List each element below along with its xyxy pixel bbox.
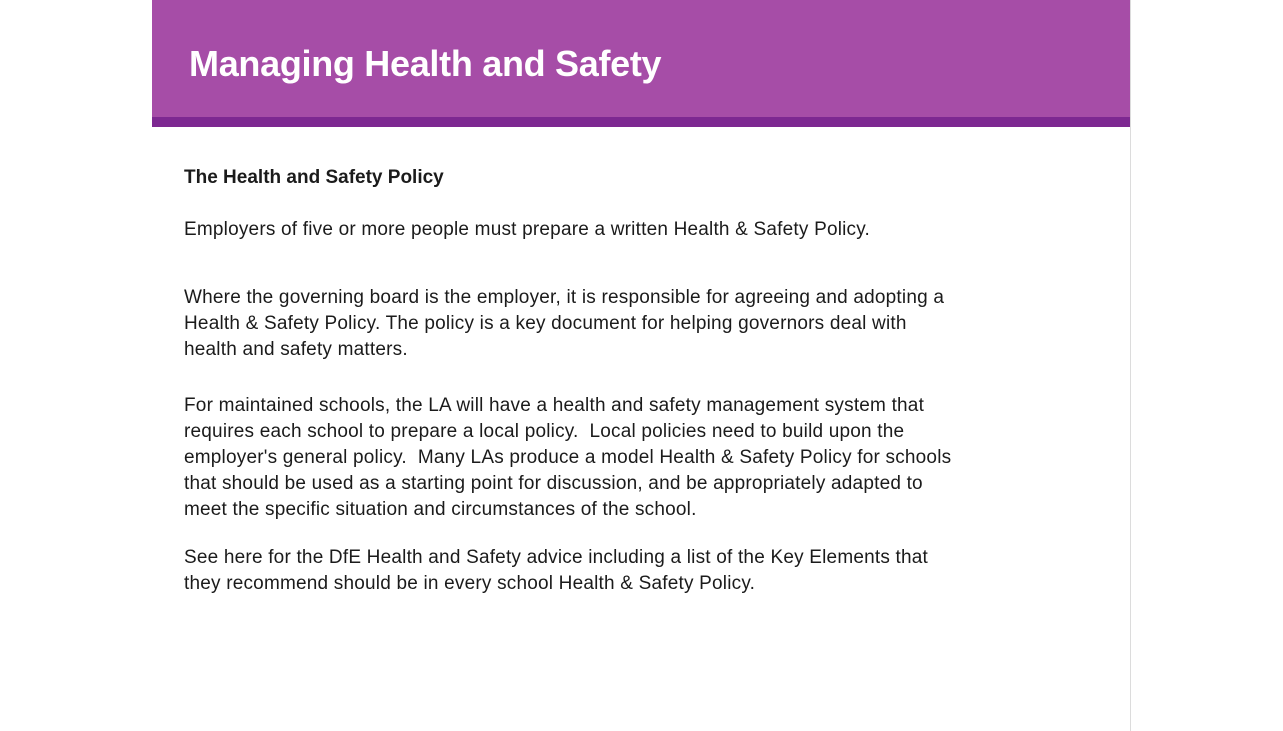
page-edge-divider bbox=[1130, 0, 1131, 731]
section-heading: The Health and Safety Policy bbox=[184, 167, 444, 188]
title-banner-stripe bbox=[152, 117, 1130, 127]
paragraph-employers bbox=[184, 217, 870, 243]
paragraph-line: For maintained schools, the LA will have a health and safety management system that bbox=[184, 395, 925, 416]
paragraph-maintained-schools bbox=[184, 393, 951, 523]
paragraph-dfe-advice bbox=[184, 545, 928, 597]
paragraph-line: requires each school to prepare a local policy. Local policies need to build upon the bbox=[184, 421, 905, 442]
paragraph-line: Health & Safety Policy. The policy is a key document for helping governors deal with bbox=[184, 313, 907, 334]
paragraph-line: health and safety matters. bbox=[184, 339, 408, 360]
paragraph-line: employer's general policy. Many LAs produce a model Health & Safety Policy for schools bbox=[184, 447, 952, 468]
paragraph-line: See here for the DfE Health and Safety advice including a list of the Key Elements that bbox=[184, 547, 929, 568]
paragraph-line: that should be used as a starting point for discussion, and be appropriately adapted to bbox=[184, 473, 923, 494]
paragraph-line: they recommend should be in every school Health & Safety Policy. bbox=[184, 573, 756, 594]
paragraph-line: Employers of five or more people must prepare a written Health & Safety Policy. bbox=[184, 219, 871, 240]
paragraph-line: Where the governing board is the employer, it is responsible for agreeing and adopting a bbox=[184, 287, 945, 308]
paragraph-line: meet the specific situation and circumstances of the school. bbox=[184, 499, 697, 520]
paragraph-governing-board bbox=[184, 285, 944, 363]
page-title: Managing Health and Safety bbox=[189, 43, 662, 84]
